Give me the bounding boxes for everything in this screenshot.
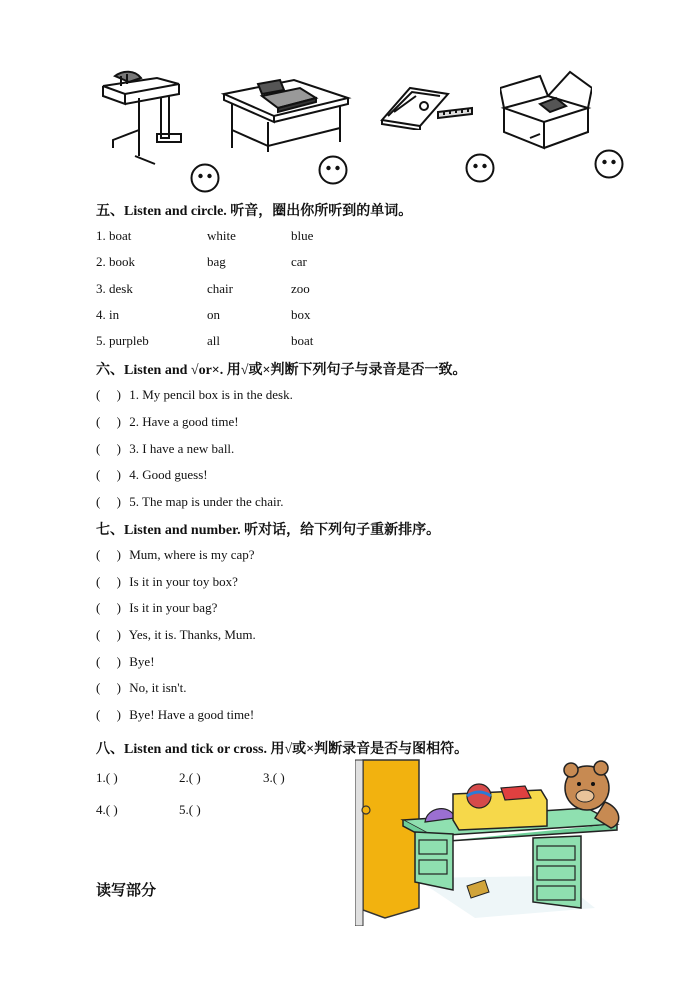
word[interactable]: 5. purpleb <box>96 333 149 348</box>
answer-blank[interactable]: ( ) <box>96 680 121 695</box>
word[interactable]: chair <box>207 281 233 296</box>
answer-blank[interactable]: ( ) <box>96 387 121 402</box>
word[interactable]: white <box>207 228 236 243</box>
list-item: ( ) 5. The map is under the chair. <box>96 494 284 509</box>
face-icon-1 <box>190 163 220 193</box>
answer-blank[interactable]: 5.( ) <box>179 802 201 817</box>
answer-blank[interactable]: 4.( ) <box>96 802 118 817</box>
word[interactable]: boat <box>291 333 314 348</box>
list-item: ( ) 2. Have a good time! <box>96 414 239 429</box>
answer-blank[interactable]: ( ) <box>96 547 121 562</box>
word[interactable]: 2. book <box>96 254 135 269</box>
answer-blank[interactable]: ( ) <box>96 600 121 615</box>
word[interactable]: 4. in <box>96 307 120 322</box>
word[interactable]: 3. desk <box>96 281 133 296</box>
answer-blank[interactable]: 2.( ) <box>179 770 201 785</box>
answer-blank[interactable]: 1.( ) <box>96 770 118 785</box>
section7-title: 七、Listen and number. 听对话，给下列句子重新排序。 <box>96 523 441 538</box>
word[interactable]: 1. boat <box>96 228 132 243</box>
list-item: ( ) Bye! Have a good time! <box>96 707 255 722</box>
open-box-picture <box>500 68 592 152</box>
face-icon-2 <box>318 155 348 185</box>
word[interactable]: on <box>207 307 220 322</box>
answer-blank[interactable]: ( ) <box>96 441 121 456</box>
school-desk-picture <box>95 68 187 168</box>
word[interactable]: zoo <box>291 281 310 296</box>
word[interactable]: blue <box>291 228 314 243</box>
list-item: ( ) Mum, where is my cap? <box>96 547 255 562</box>
word[interactable]: box <box>291 307 311 322</box>
answer-blank[interactable]: ( ) <box>96 654 121 669</box>
list-item: ( ) 1. My pencil box is in the desk. <box>96 387 293 402</box>
word[interactable]: bag <box>207 254 226 269</box>
answer-blank[interactable]: ( ) <box>96 627 121 642</box>
answer-blank[interactable]: ( ) <box>96 574 121 589</box>
section6-title: 六、Listen and √or×. 用√或×判断下列句子与录音是否一致。 <box>96 363 467 378</box>
list-item: ( ) Bye! <box>96 654 155 669</box>
list-item: ( ) 3. I have a new ball. <box>96 441 235 456</box>
room-with-desk-picture <box>355 758 627 926</box>
face-icon-4 <box>594 149 624 179</box>
answer-blank[interactable]: ( ) <box>96 707 121 722</box>
list-item: ( ) Is it in your bag? <box>96 600 218 615</box>
section8-title: 八、Listen and tick or cross. 用√或×判断录音是否与图相符。 <box>96 742 469 757</box>
section-heading-reading-writing: 读写部分 <box>96 881 157 899</box>
list-item: ( ) No, it isn't. <box>96 680 187 695</box>
books-and-ruler-picture <box>378 82 474 130</box>
answer-blank[interactable]: ( ) <box>96 467 121 482</box>
word[interactable]: car <box>291 254 307 269</box>
list-item: ( ) Is it in your toy box? <box>96 574 238 589</box>
word[interactable]: all <box>207 333 220 348</box>
answer-blank[interactable]: ( ) <box>96 414 121 429</box>
answer-blank[interactable]: ( ) <box>96 494 121 509</box>
face-icon-3 <box>465 153 495 183</box>
section5-title: 五、Listen and circle. 听音，圈出你所听到的单词。 <box>96 204 413 219</box>
answer-blank[interactable]: 3.( ) <box>263 770 285 785</box>
list-item: ( ) 4. Good guess! <box>96 467 208 482</box>
table-with-books-picture <box>218 70 352 152</box>
list-item: ( ) Yes, it is. Thanks, Mum. <box>96 627 256 642</box>
